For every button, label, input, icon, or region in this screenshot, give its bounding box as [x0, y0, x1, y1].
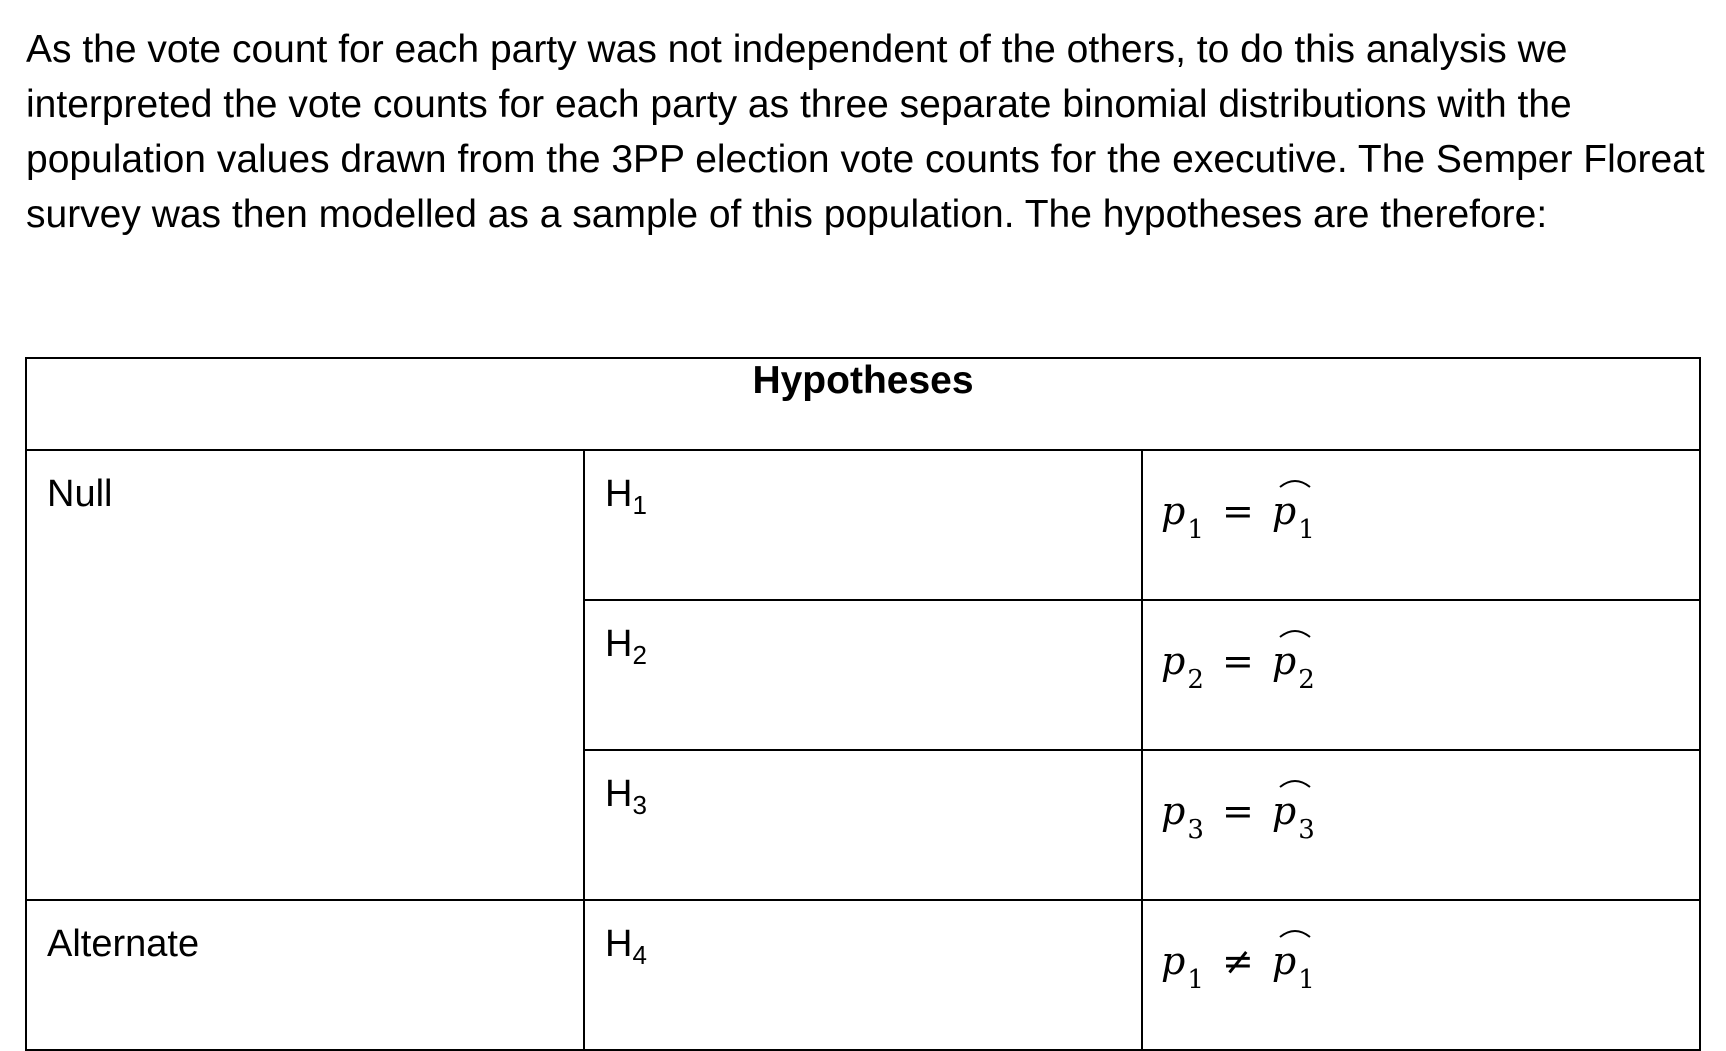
equation-operator: =	[1221, 639, 1254, 683]
hypothesis-equation-cell	[1142, 450, 1700, 600]
hat-accent-icon	[1278, 925, 1312, 939]
table-row	[26, 900, 1700, 1050]
equation-rhs-subscript: 1	[1298, 515, 1315, 545]
equation-rhs: p	[1271, 639, 1297, 683]
equation-lhs: p	[1161, 939, 1186, 983]
hypothesis-subscript: 2	[632, 640, 647, 670]
hypothesis-equation	[1161, 489, 1315, 545]
hypothesis-equation	[1161, 639, 1315, 695]
hypothesis-equation-cell	[1142, 750, 1700, 900]
table-row	[26, 450, 1700, 600]
hypothesis-label	[584, 450, 1142, 600]
equation-lhs: p	[1161, 489, 1186, 533]
hat-accent-icon	[1278, 475, 1312, 489]
equation-lhs-subscript: 1	[1187, 515, 1204, 545]
alternate-group-label: Alternate	[26, 900, 584, 1050]
hypothesis-equation-cell	[1142, 900, 1700, 1050]
equation-rhs: p	[1271, 789, 1297, 833]
hypothesis-label	[584, 750, 1142, 900]
equation-operator: ≠	[1221, 939, 1254, 983]
equation-lhs-subscript: 1	[1187, 965, 1204, 995]
hypothesis-subscript: 1	[632, 490, 647, 520]
equation-operator: =	[1221, 789, 1254, 833]
intro-paragraph: As the vote count for each party was not independent of the others, to do this analysis we interpreted the vote counts for each party as three separate binomial distributions with the population values drawn from the 3PP election vote counts for the executive. The Semper Floreat survey was then modelled as a sample of this population. The hypotheses are therefore:	[26, 28, 1705, 236]
equation-lhs-subscript: 3	[1187, 815, 1204, 845]
hypothesis-letter: H	[605, 623, 633, 665]
hat-symbol	[1272, 489, 1296, 533]
equation-rhs: p	[1271, 939, 1297, 983]
hat-symbol	[1272, 789, 1296, 833]
hypothesis-letter: H	[605, 473, 633, 515]
hypothesis-letter: H	[605, 773, 633, 815]
equation-lhs-subscript: 2	[1187, 665, 1204, 695]
hypothesis-subscript: 4	[632, 940, 647, 970]
hat-symbol	[1272, 639, 1296, 683]
hypothesis-equation-cell	[1142, 600, 1700, 750]
hypothesis-subscript: 3	[632, 790, 647, 820]
equation-lhs: p	[1161, 639, 1186, 683]
hypotheses-table	[25, 357, 1701, 1051]
hypothesis-label	[584, 600, 1142, 750]
hypothesis-letter: H	[605, 923, 633, 965]
hypothesis-equation	[1161, 789, 1315, 845]
equation-rhs-subscript: 1	[1298, 965, 1315, 995]
table-header: Hypotheses	[26, 358, 1700, 450]
hat-symbol	[1272, 939, 1296, 983]
equation-rhs-subscript: 2	[1298, 665, 1315, 695]
hypothesis-label	[584, 900, 1142, 1050]
hat-accent-icon	[1278, 775, 1312, 789]
equation-operator: =	[1221, 489, 1254, 533]
hat-accent-icon	[1278, 625, 1312, 639]
equation-lhs: p	[1161, 789, 1186, 833]
null-group-label: Null	[26, 450, 584, 900]
hypothesis-equation	[1161, 939, 1315, 995]
equation-rhs: p	[1271, 489, 1297, 533]
equation-rhs-subscript: 3	[1298, 815, 1315, 845]
